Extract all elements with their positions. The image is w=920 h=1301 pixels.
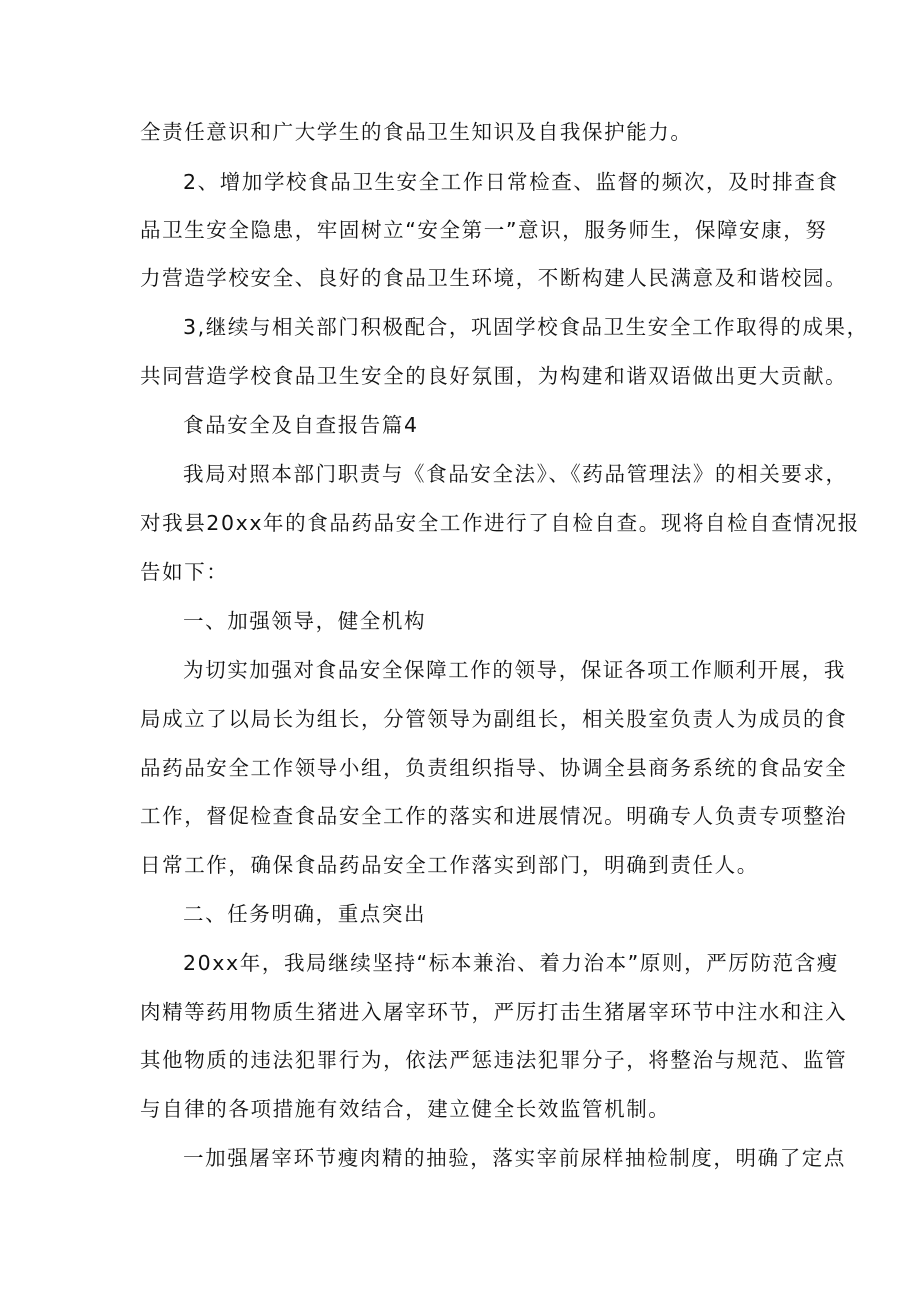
text-line-18: 20xx年，我局继续坚持“标本兼治、着力治本”原则，严厉防范含瘦 (183, 951, 839, 975)
text-line-9: 对我县20xx年的食品药品安全工作进行了自检自查。现将自检自查情况报 (140, 511, 860, 535)
text-line-22: 一加强屠宰环节瘦肉精的抽验，落实宰前尿样抽检制度，明确了定点 (183, 1146, 846, 1170)
text-line-13: 局成立了以局长为组长，分管领导为副组长，相关股室负责人为成员的食 (140, 707, 848, 731)
text-line-16: 日常工作，确保食品药品安全工作落实到部门，明确到责任人。 (140, 853, 759, 877)
text-line-2: 2、增加学校食品卫生安全工作日常检查、监督的频次，及时排查食 (183, 170, 839, 194)
text-line-21: 与自律的各项措施有效结合，建立健全长效监管机制。 (140, 1097, 671, 1121)
subheading-2: 二、任务明确，重点突出 (183, 902, 427, 926)
text-line-8: 我局对照本部门职责与《食品安全法》、《药品管理法》的相关要求， (183, 462, 848, 486)
text-line-4: 力营造学校安全、良好的食品卫生环境，不断构建人民满意及和谐校园。 (140, 266, 848, 290)
text-line-10: 告如下： (140, 560, 229, 584)
section-heading: 食品安全及自查报告篇4 (183, 413, 419, 437)
text-line-15: 工作，督促检查食品安全工作的落实和进展情况。明确专人负责专项整治 (140, 804, 848, 828)
text-line-3: 品卫生安全隐患，牢固树立“安全第一”意识，服务师生，保障安康，努 (140, 218, 828, 242)
text-line-12: 为切实加强对食品安全保障工作的领导，保证各项工作顺利开展，我 (183, 658, 846, 682)
text-line-19: 肉精等药用物质生猪进入屠宰环节，严厉打击生猪屠宰环节中注水和注入 (140, 1000, 848, 1024)
text-line-1: 全责任意识和广大学生的食品卫生知识及自我保护能力。 (140, 120, 693, 144)
text-line-6: 共同营造学校食品卫生安全的良好氛围，为构建和谐双语做出更大贡献。 (140, 364, 848, 388)
text-line-5: 3,继续与相关部门积极配合，巩固学校食品卫生安全工作取得的成果， (183, 315, 869, 339)
text-line-14: 品药品安全工作领导小组，负责组织指导、协调全县商务系统的食品安全 (140, 756, 848, 780)
text-line-20: 其他物质的违法犯罪行为，依法严惩违法犯罪分子，将整治与规范、监管 (140, 1048, 848, 1072)
subheading-1: 一、加强领导，健全机构 (183, 609, 427, 633)
